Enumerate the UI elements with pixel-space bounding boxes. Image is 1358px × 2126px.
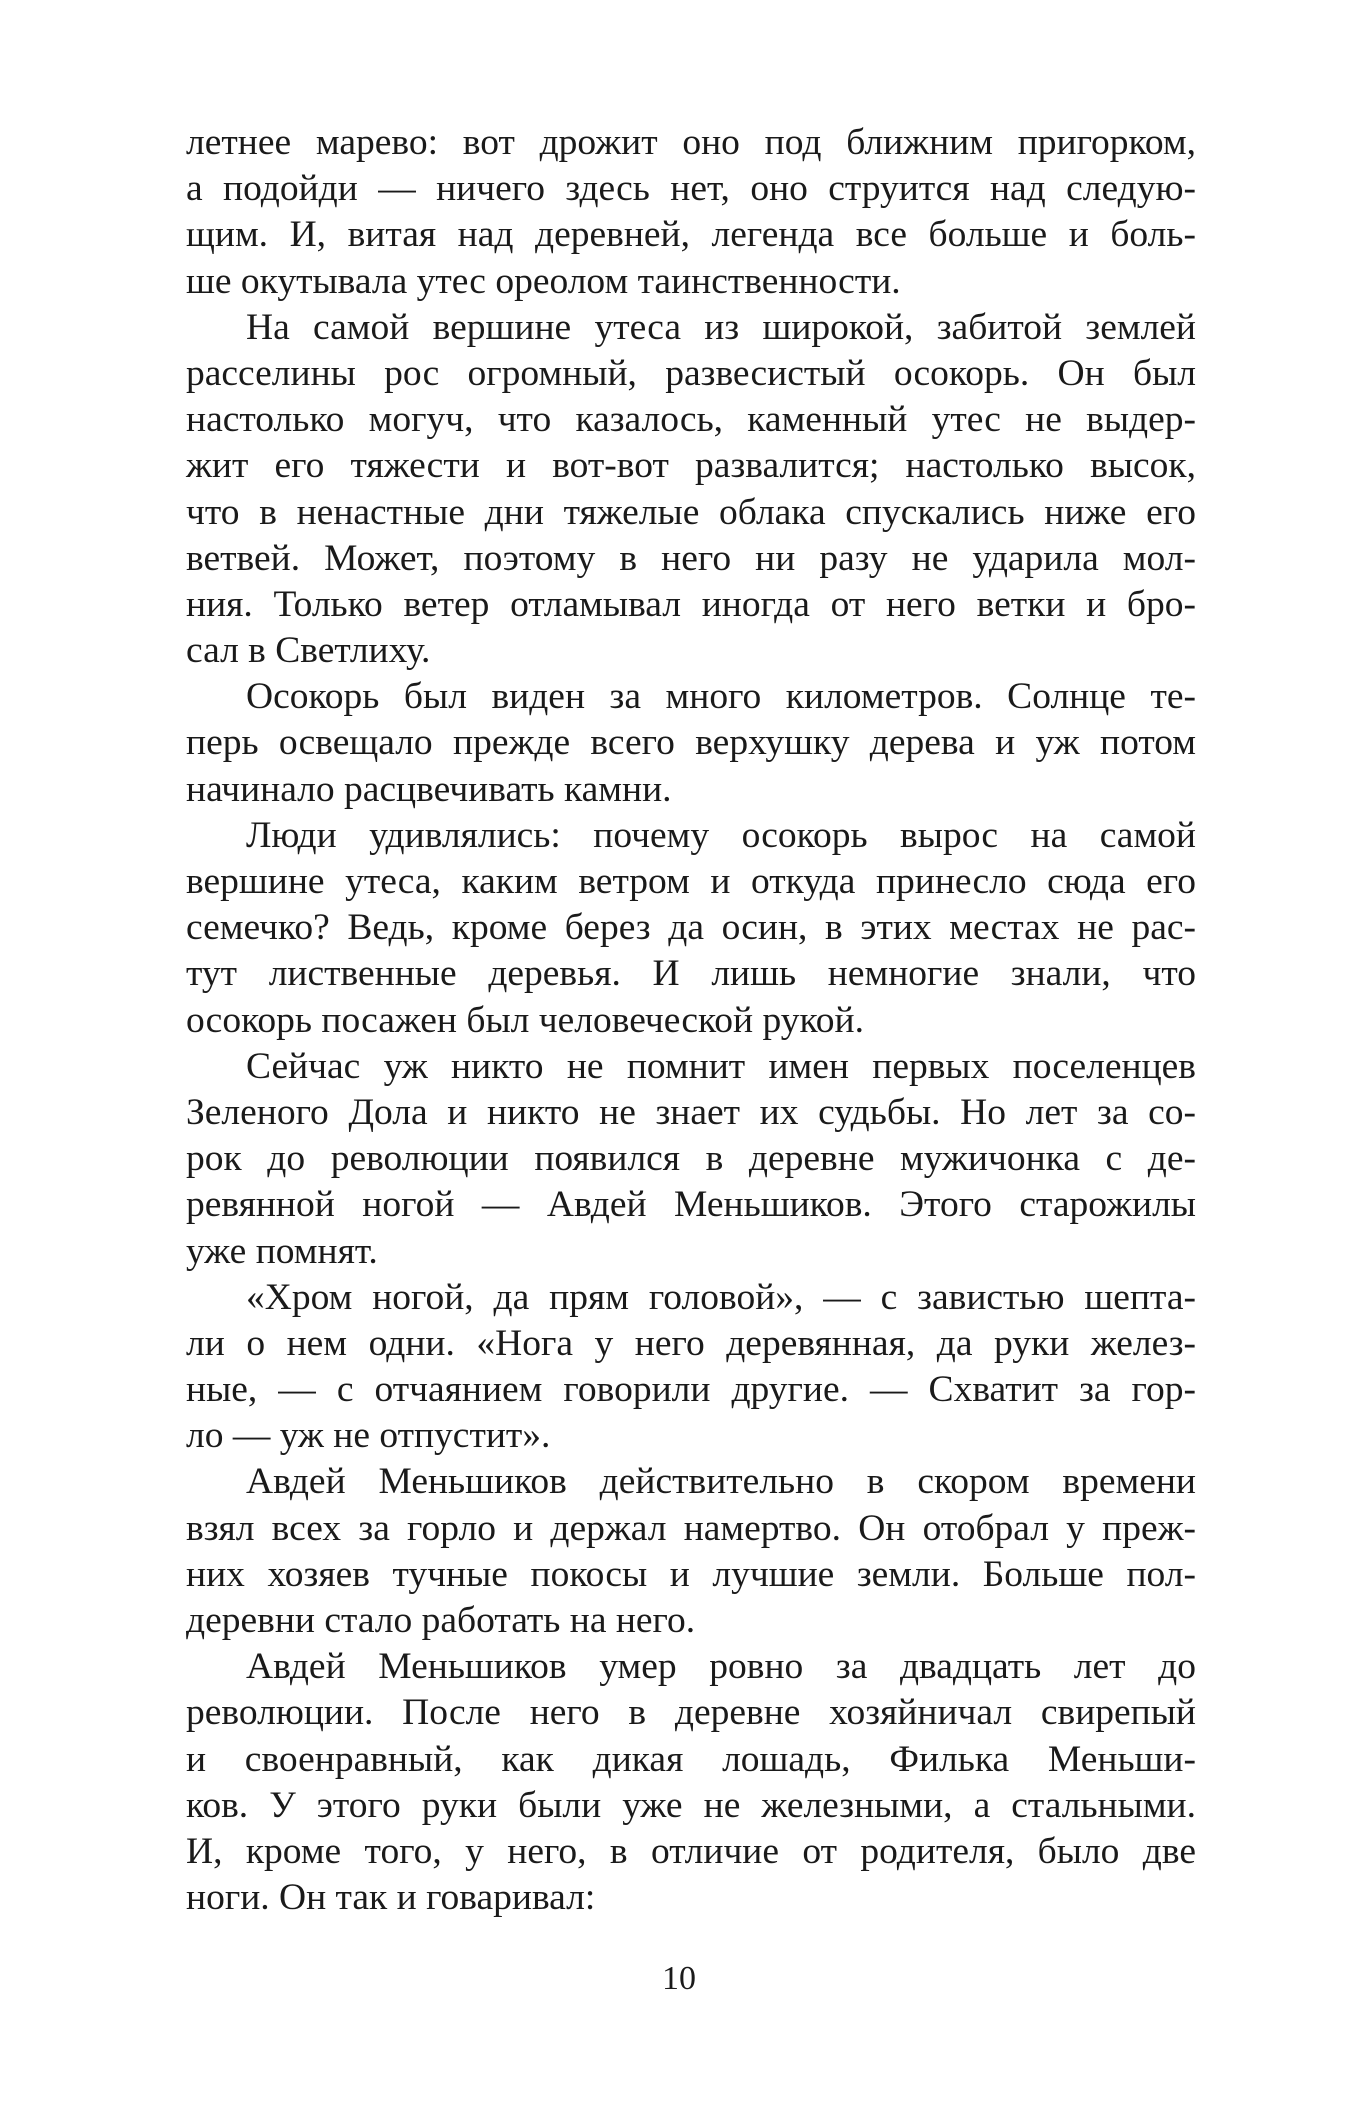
text-line: осокорь посажен был человеческой рукой. (186, 999, 865, 1041)
text-line: семечко? Ведь, кроме берез да осин, в этих местах не рас- (186, 907, 1196, 949)
text-line: ло — уж не отпустит». (186, 1415, 551, 1457)
text-line: Люди удивлялись: почему осокорь вырос на самой (246, 814, 1196, 856)
text-line: взял всех за горло и держал намертво. Он отобрал у преж- (186, 1507, 1196, 1549)
text-line: ноги. Он так и говаривал: (186, 1877, 596, 1919)
text-line: деревни стало работать на него. (186, 1600, 696, 1641)
paragraph (186, 1459, 1196, 1644)
text-line: ше окутывала утес ореолом таинственности. (186, 260, 901, 302)
text-line: них хозяев тучные покосы и лучшие земли. Больше пол- (186, 1553, 1196, 1595)
text-line: и своенравный, как дикая лошадь, Филька Меньши- (186, 1738, 1196, 1780)
text-line: На самой вершине утеса из широкой, забитой землей (246, 306, 1196, 348)
text-line: Авдей Меньшиков умер ровно за двадцать лет до (246, 1646, 1196, 1688)
text-line: «Хром ногой, да прям головой», — с завистью шепта- (246, 1276, 1196, 1318)
text-line: щим. И, витая над деревней, легенда все больше и боль- (186, 214, 1196, 256)
text-line: летнее марево: вот дрожит оно под ближним пригорком, (186, 122, 1196, 163)
paragraph (186, 305, 1196, 675)
text-line: революции. После него в деревне хозяйничал свирепый (186, 1692, 1196, 1734)
paragraph (186, 1644, 1196, 1921)
text-line: Осокорь был виден за много километров. Солнце те- (246, 676, 1196, 718)
text-line: расселины рос огромный, развесистый осокорь. Он был (186, 352, 1196, 394)
text-line: что в ненастные дни тяжелые облака спускались ниже его (186, 491, 1196, 533)
text-line: жит его тяжести и вот-вот развалится; настолько высок, (186, 445, 1196, 487)
text-line: начинало расцвечивать камни. (186, 768, 672, 810)
page-number: 10 (662, 1960, 696, 1997)
paragraph (186, 1044, 1196, 1275)
paragraph (186, 1275, 1196, 1460)
text-line: рок до революции появился в деревне мужичонка с де- (186, 1138, 1196, 1180)
text-line: ревянной ногой — Авдей Меньшиков. Этого старожилы (186, 1184, 1196, 1226)
text-line: вершине утеса, каким ветром и откуда принесло сюда его (186, 861, 1196, 902)
text-line: перь освещало прежде всего верхушку дерева и уж потом (186, 722, 1196, 764)
text-line: настолько могуч, что казалось, каменный утес не выдер- (186, 399, 1196, 441)
text-line: Зеленого Дола и никто не знает их судьбы. Но лет за со- (186, 1091, 1196, 1133)
text-line: а подойди — ничего здесь нет, оно струится над следую- (186, 168, 1196, 210)
body-text (186, 120, 1196, 1921)
text-line: ния. Только ветер отламывал иногда от него ветки и бро- (186, 583, 1196, 625)
paragraph (186, 813, 1196, 1044)
text-line: И, кроме того, у него, в отличие от родителя, было две (186, 1830, 1196, 1872)
text-line: ные, — с отчаянием говорили другие. — Схватит за гор- (186, 1369, 1196, 1411)
text-line: сал в Светлиху. (186, 630, 431, 672)
text-line: Авдей Меньшиков действительно в скором времени (246, 1461, 1196, 1503)
text-line: тут лиственные деревья. И лишь немногие знали, что (186, 953, 1196, 995)
paragraph (186, 674, 1196, 813)
text-line: ветвей. Может, поэтому в него ни разу не ударила мол- (186, 537, 1196, 579)
paragraph (186, 120, 1196, 305)
text-line: уже помнят. (186, 1230, 378, 1272)
text-line: ли о нем одни. «Нога у него деревянная, да руки желез- (186, 1322, 1196, 1364)
text-line: ков. У этого руки были уже не железными, а стальными. (186, 1784, 1196, 1826)
text-line: Сейчас уж никто не помнит имен первых поселенцев (246, 1045, 1196, 1087)
